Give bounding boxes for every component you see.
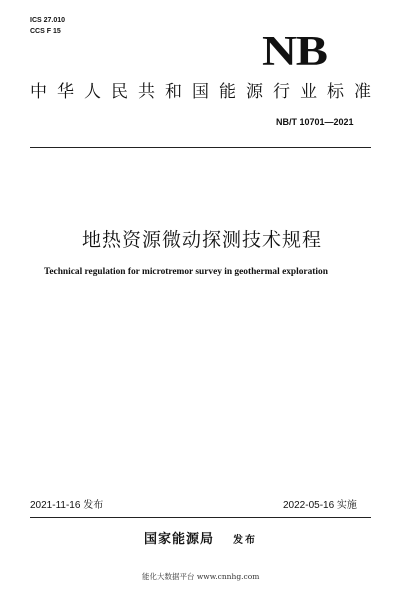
standard-category-name: 中华人民共和国能源行业标准	[30, 82, 373, 102]
implementation-date: 2022-05-16 实施	[283, 500, 357, 511]
footer-watermark: 能化大数据平台 www.cnnhg.com	[142, 572, 260, 581]
document-title-english: Technical regulation for microtremor survey in geothermal exploration	[44, 267, 328, 277]
footer-divider	[30, 517, 371, 518]
header-divider	[30, 147, 371, 148]
issue-date: 2021-11-16 发布	[30, 500, 104, 511]
document-title-chinese: 地热资源微动探测技术规程	[82, 229, 323, 251]
ccs-code: CCS F 15	[30, 28, 61, 35]
nb-logo: NB	[262, 29, 327, 75]
publisher-suffix: 发布	[233, 535, 257, 546]
ics-code: ICS 27.010	[30, 17, 66, 24]
publisher-name: 国家能源局	[144, 532, 215, 547]
standard-code: NB/T 10701—2021	[276, 117, 354, 127]
